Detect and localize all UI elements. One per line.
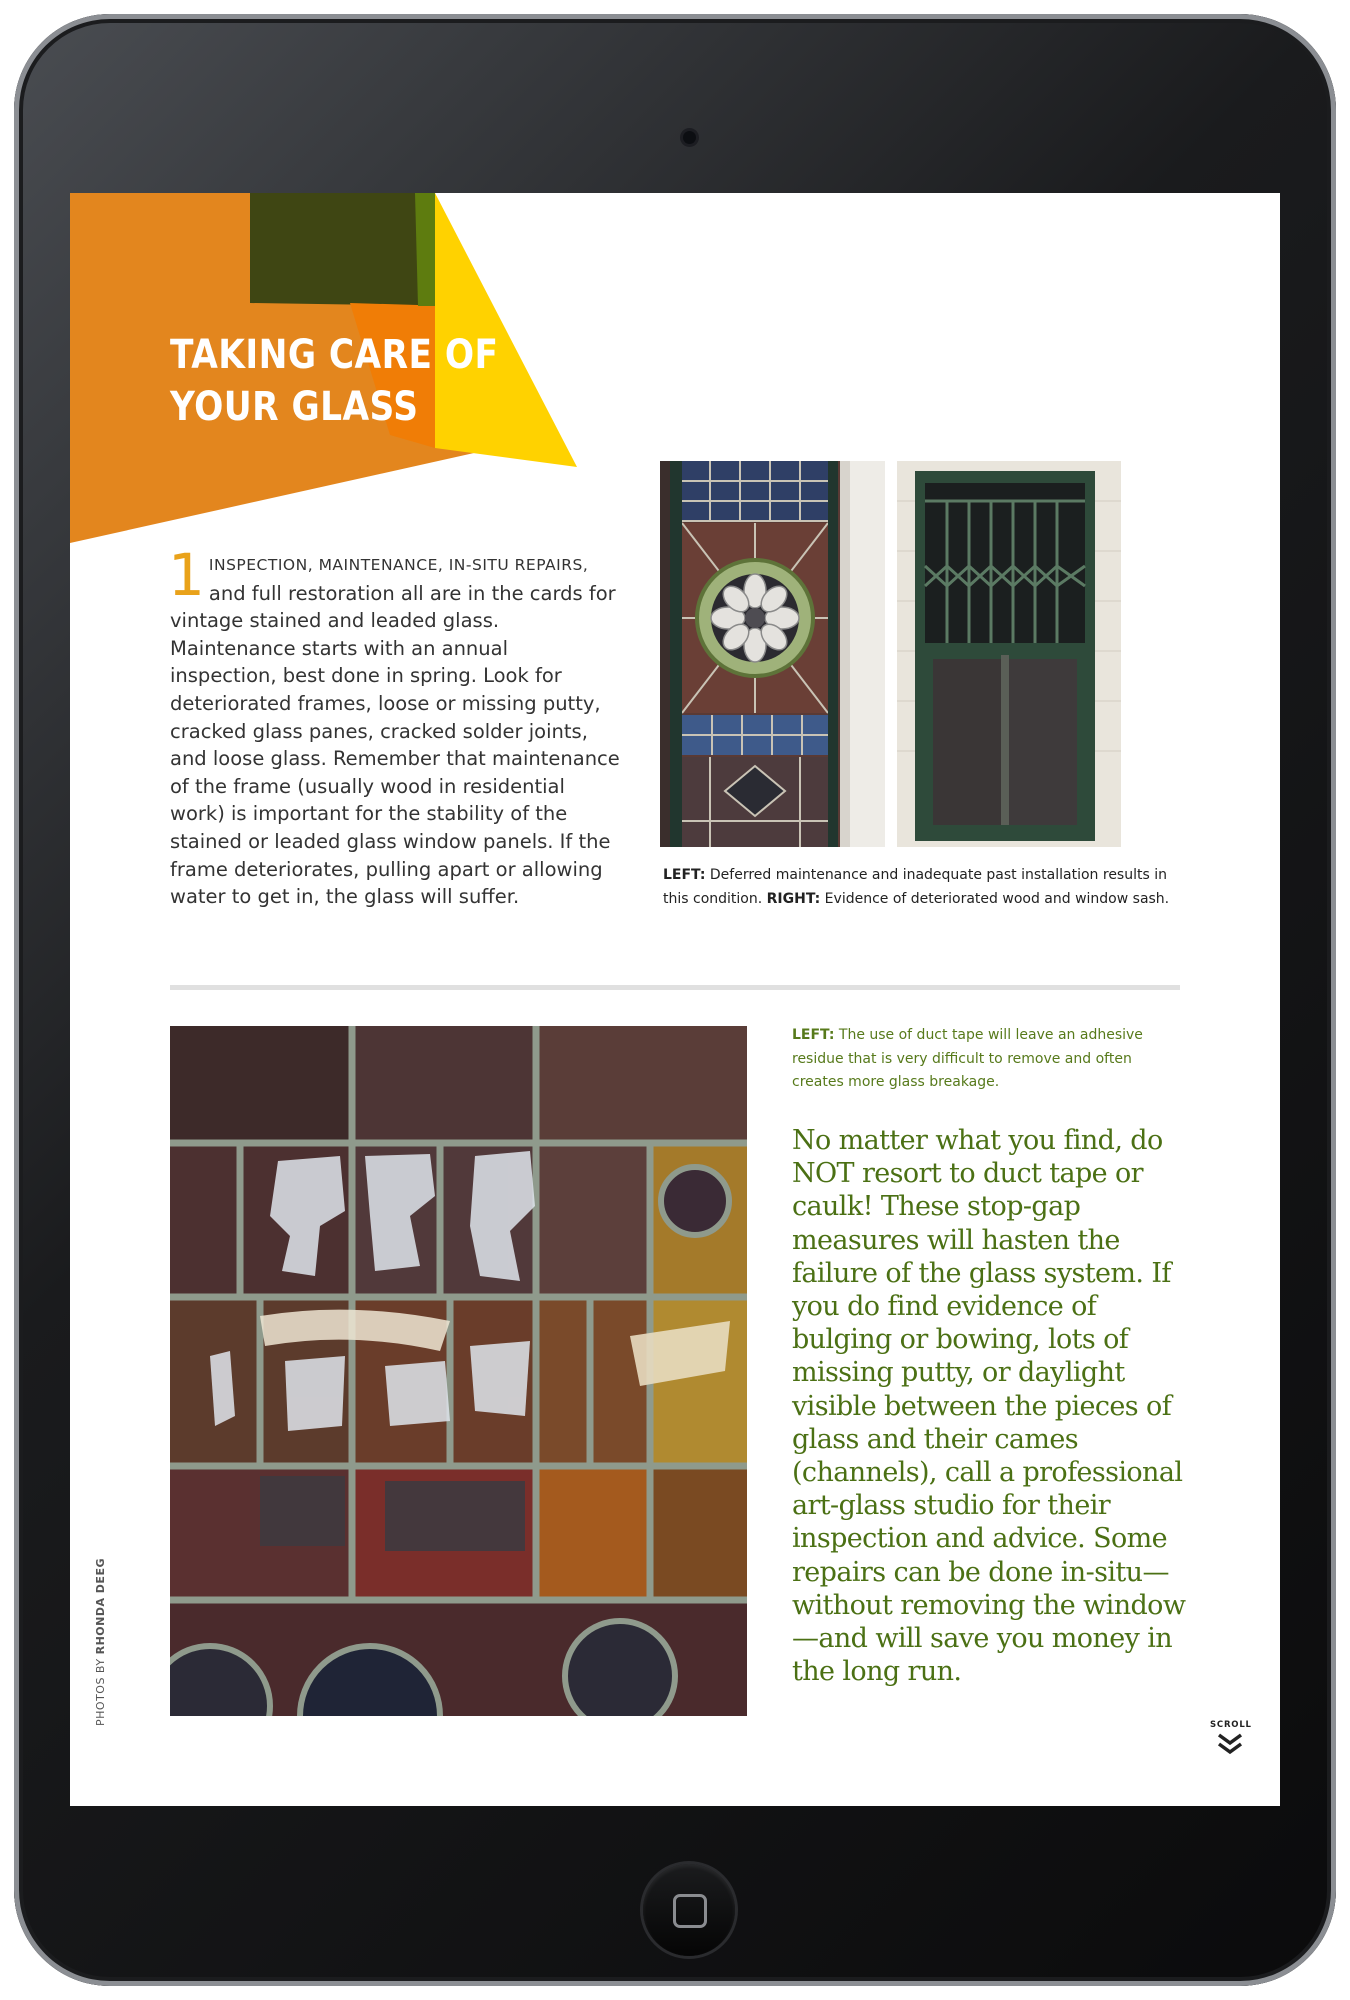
drop-cap-number: 1 [168, 541, 205, 609]
intro-lead-smallcaps: INSPECTION, MAINTENANCE, IN-SITU REPAIRS, [208, 556, 589, 574]
olive-yellow-overlap [415, 193, 435, 306]
scroll-label: SCROLL [1210, 1720, 1252, 1730]
caption-bottom [792, 1024, 1182, 1095]
front-camera [683, 131, 696, 144]
stained-glass-rose-photo [660, 461, 885, 847]
photo-credit-prefix: PHOTOS BY [94, 1654, 107, 1726]
title-line-1: TAKING CARE OF [170, 332, 499, 378]
caption-bottom-left-text: The use of duct tape will leave an adhesive residue that is very difficult to remove and often creates more glass breakage. [792, 1027, 1143, 1090]
title-line-2: YOUR GLASS [170, 384, 419, 430]
home-button[interactable] [643, 1864, 735, 1956]
pull-quote: No matter what you find, do NOT resort to duct tape or caulk! These stop-gap measures will hasten the failure of the glass system. If you do find evidence of bulging or bowing, lots of missing putty, or daylight visible between the pieces of glass and their cames (channels), call a professional art-glass studio for their inspection and advice. Some repairs can be done in-situ—without removing the window—and will save you money in the long run. [792, 1125, 1186, 1688]
magazine-page [70, 193, 1280, 1806]
caption-top-left-label: LEFT: [663, 867, 706, 883]
caption-top-left-text: Deferred maintenance and inadequate past installation results in this condition. [663, 867, 1167, 907]
duct-tape-residue-photo [170, 1026, 747, 1716]
caption-top [663, 864, 1183, 911]
intro-paragraph [168, 541, 620, 911]
caption-bottom-left-label: LEFT: [792, 1027, 835, 1043]
intro-body: and full restoration all are in the cards for vintage stained and leaded glass. Maintenance starts with an annual inspection, best done in spring. Look for deteriorated frames, loose or missing putty, cracked glass panes, cracked solder joints, and loose glass. Remember that maintenance of the frame (usually wood in residential work) is important for the stability of the stained or leaded glass window panels. If the frame deteriorates, pulling apart or allowing water to get in, the glass will suffer. [170, 581, 620, 909]
section-divider [170, 985, 1180, 990]
scroll-indicator[interactable] [1210, 1720, 1250, 1756]
home-square-icon [673, 1894, 707, 1928]
caption-top-right-label: RIGHT: [766, 890, 821, 907]
photo-credit [94, 1558, 107, 1726]
photo-credit-name: RHONDA DEEG [94, 1558, 107, 1655]
page-title [170, 329, 498, 433]
double-chevron-down-icon [1216, 1732, 1244, 1756]
window-sash-photo [897, 461, 1121, 847]
caption-top-right-text: Evidence of deteriorated wood and window sash. [820, 890, 1170, 907]
